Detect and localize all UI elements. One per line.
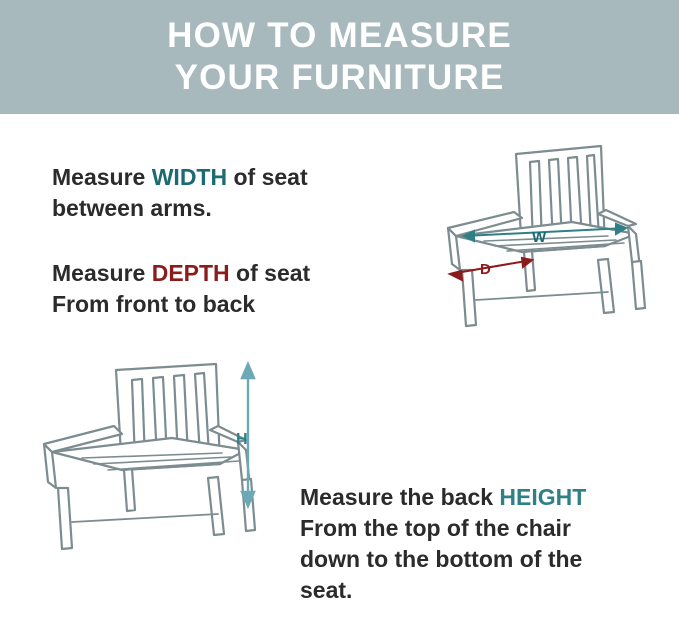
instruction-height-prefix: Measure the back — [300, 484, 500, 510]
instruction-height-line-3: down to the bottom of the — [300, 546, 583, 572]
instruction-height-line-2: From the top of the chair — [300, 515, 571, 541]
banner-title-line-1: HOW TO MEASURE — [167, 16, 512, 55]
chair-bottom-svg — [20, 352, 285, 567]
instruction-depth — [52, 258, 392, 320]
instruction-height-line-4: seat. — [300, 577, 353, 603]
chair-illustration-width-depth — [412, 140, 662, 345]
instruction-width-keyword: WIDTH — [151, 164, 228, 190]
instruction-width-line-2: between arms. — [52, 195, 212, 221]
header-banner — [0, 0, 679, 114]
instruction-width-prefix: Measure — [52, 164, 152, 190]
height-label: H — [236, 431, 248, 448]
banner-title-line-2: YOUR FURNITURE — [174, 58, 505, 97]
instruction-width — [52, 162, 392, 224]
instruction-width-suffix: of seat — [227, 164, 308, 190]
depth-label: D — [480, 261, 491, 278]
instruction-height-keyword: HEIGHT — [499, 484, 587, 510]
instruction-height — [300, 482, 660, 606]
instruction-depth-suffix: of seat — [229, 260, 311, 286]
chair-top-svg — [412, 140, 662, 345]
width-label: W — [532, 229, 547, 246]
instruction-depth-keyword: DEPTH — [151, 260, 230, 286]
instruction-depth-prefix: Measure — [52, 260, 152, 286]
chair-illustration-height — [20, 352, 285, 567]
instruction-depth-line-2: From front to back — [52, 291, 256, 317]
